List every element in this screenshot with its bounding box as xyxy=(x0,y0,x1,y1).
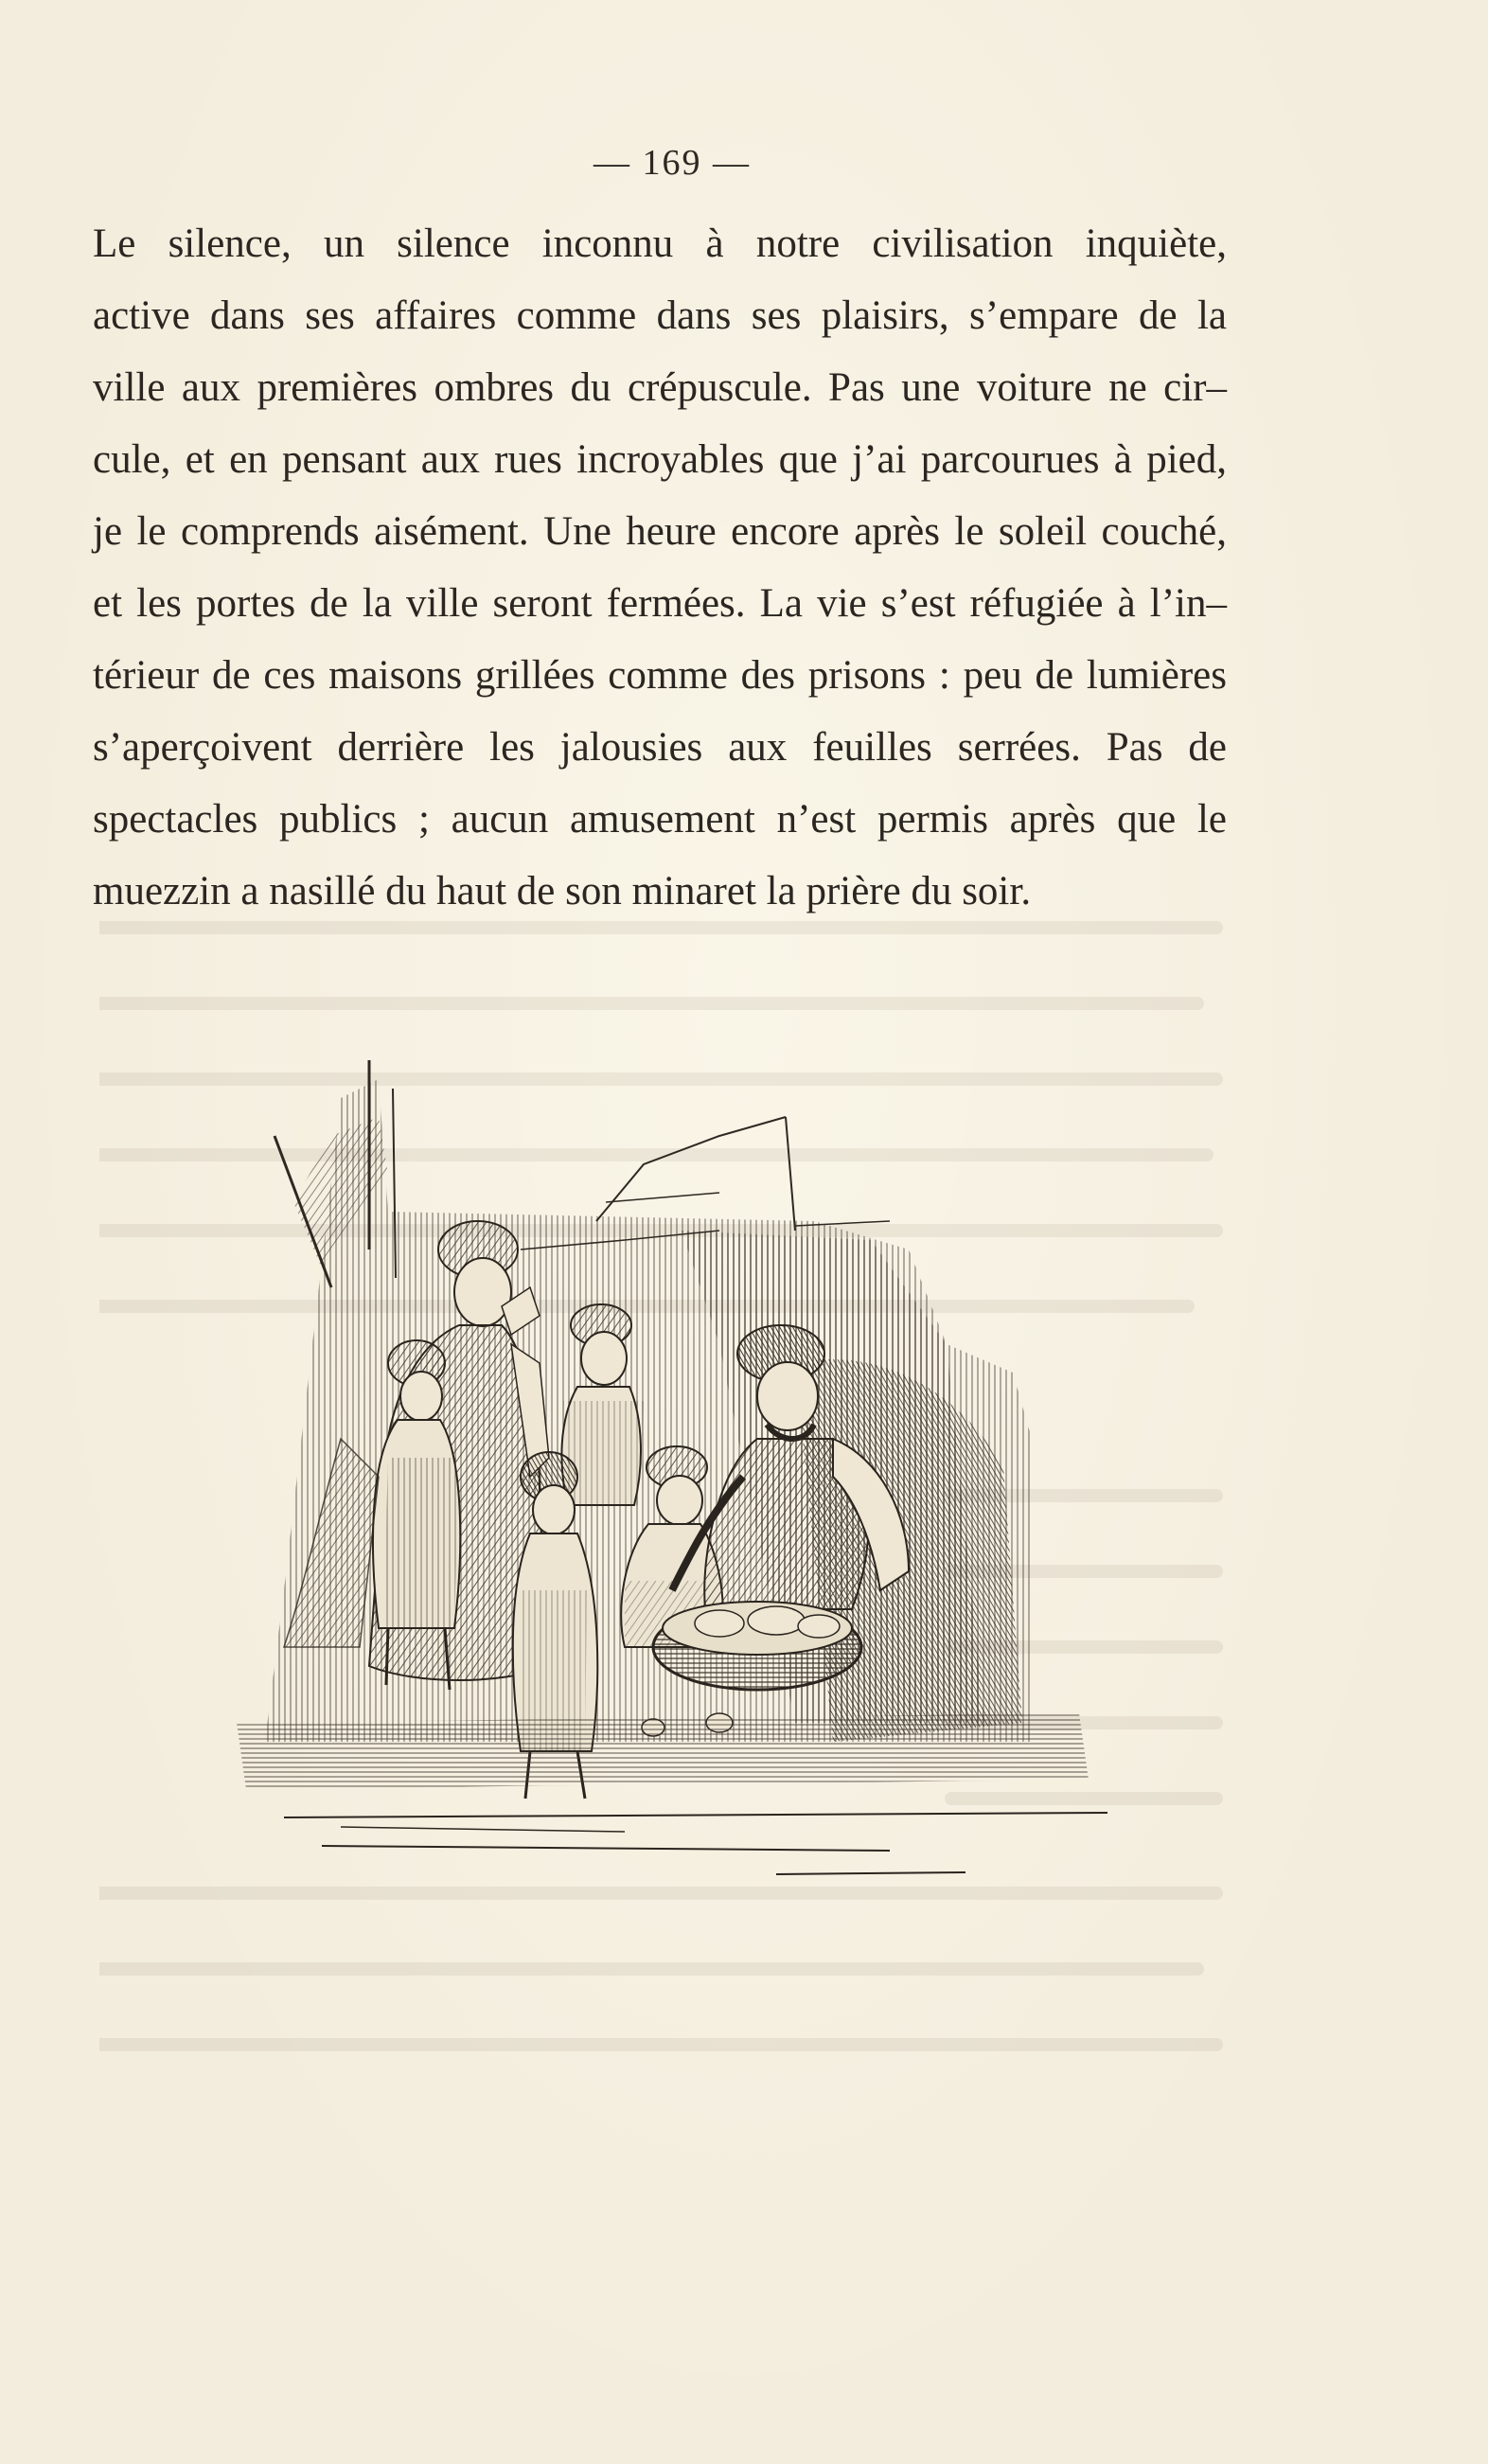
engraving-street-scene-icon xyxy=(227,1060,1136,1893)
text-line: cule, et en pensant aux rues incroyables que j’ai parcourues à pied, xyxy=(93,437,1227,482)
text-line: térieur de ces maisons grillées comme des prisons : peu de lumières xyxy=(93,653,1227,698)
text-line: active dans ses affaires comme dans ses plaisirs, s’empare de la xyxy=(93,293,1227,338)
page-number: — 169 — xyxy=(593,143,751,183)
text-line: muezzin a nasillé du haut de son minaret la prière du soir. xyxy=(93,869,1032,913)
text-line: je le comprends aisément. Une heure encore après le soleil couché, xyxy=(93,509,1227,554)
text-line: ville aux premières ombres du crépuscule. Pas une voiture ne cir– xyxy=(93,365,1227,410)
text-line: et les portes de la ville seront fermées. La vie s’est réfugiée à l’in– xyxy=(93,581,1227,626)
text-line: spectacles publics ; aucun amusement n’est permis après que le xyxy=(93,797,1227,842)
text-line: s’aperçoivent derrière les jalousies aux feuilles serrées. Pas de xyxy=(93,725,1227,770)
paragraph xyxy=(93,208,1227,928)
text-line: Le silence, un silence inconnu à notre civilisation inquiète, xyxy=(93,222,1227,266)
